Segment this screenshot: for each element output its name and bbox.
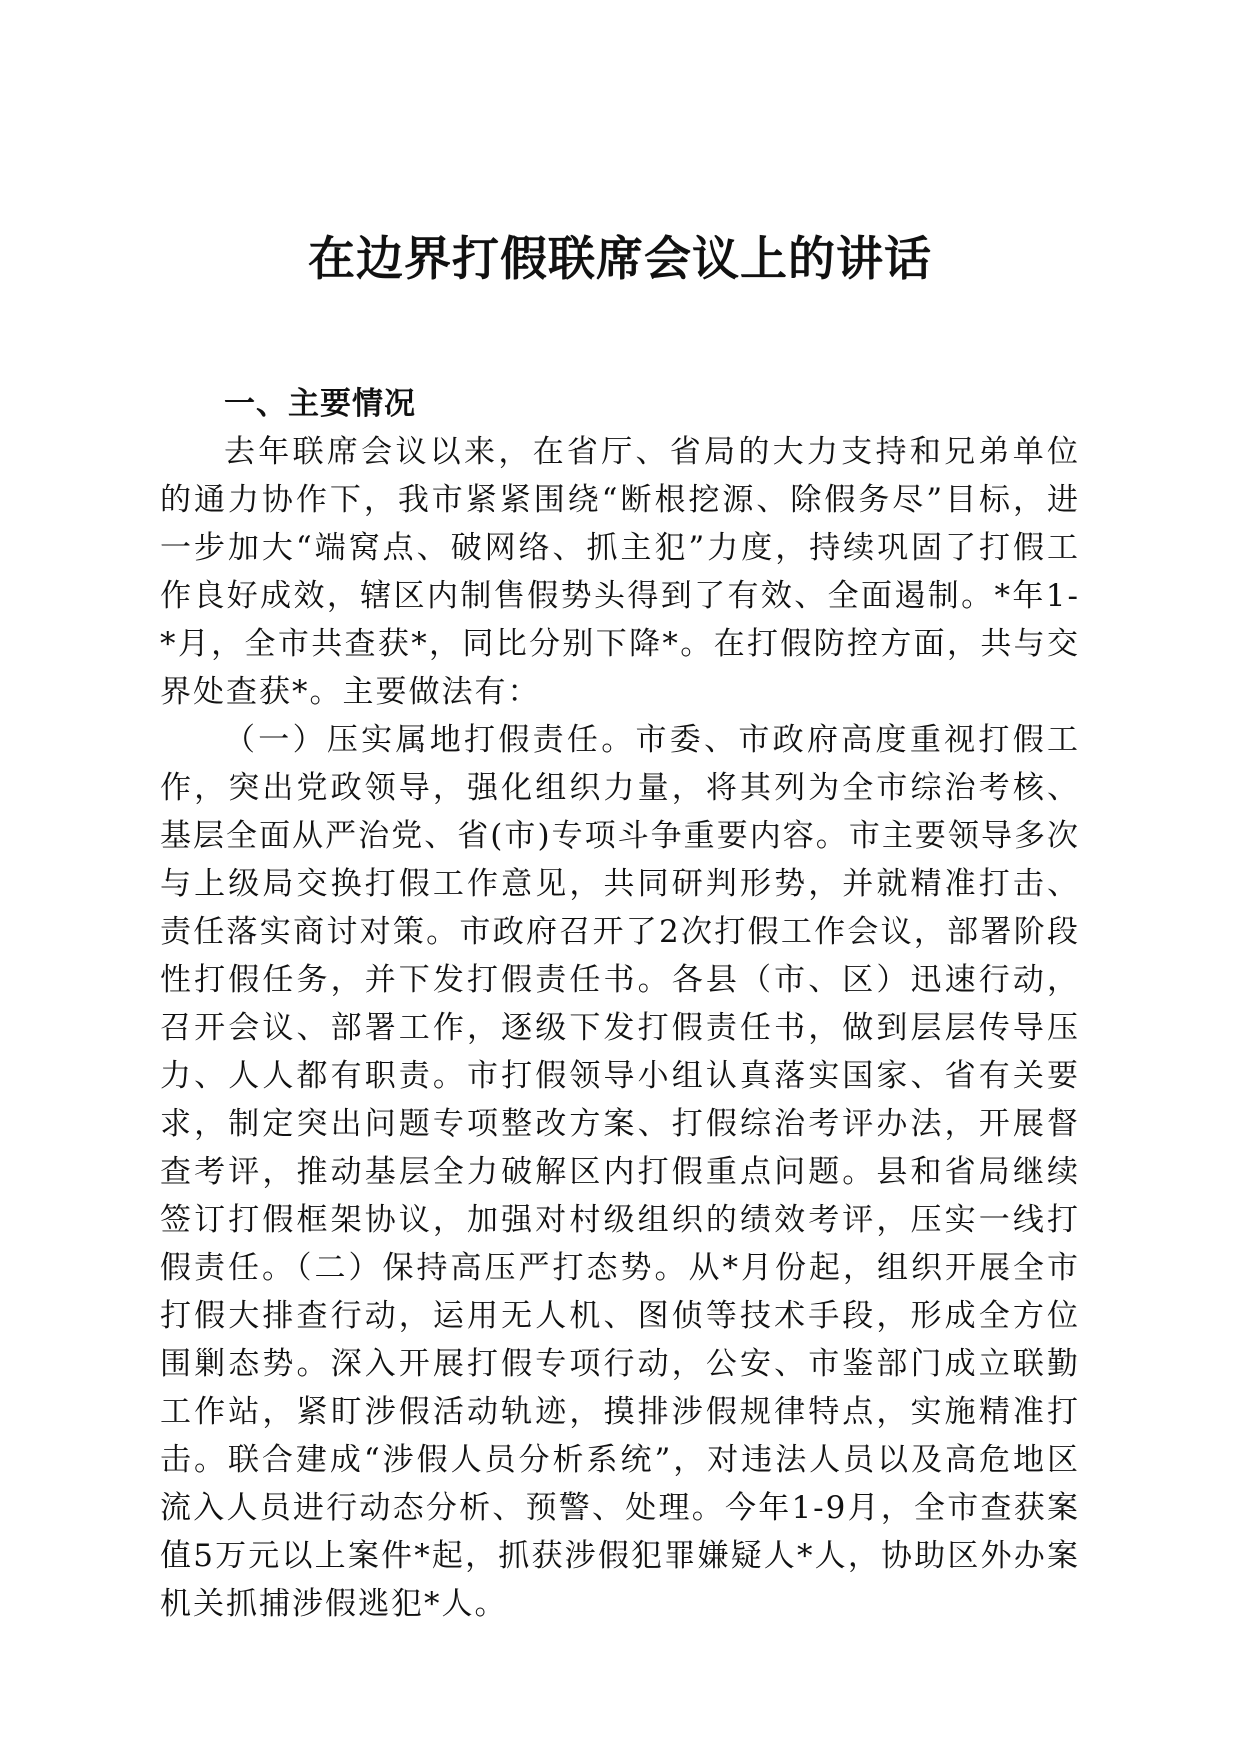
document-body <box>160 380 1080 1628</box>
paragraph-intro: 去年联席会议以来，在省厅、省局的大力支持和兄弟单位的通力协作下，我市紧紧围绕“断根挖源、除假务尽”目标，进一步加大“端窝点、破网络、抓主犯”力度，持续巩固了打假工作良好成效，辖区内制售假势头得到了有效、全面遏制。*年1-*月，全市共查获*，同比分别下降*。在打假防控方面，共与交界处查获*。主要做法有： <box>160 434 1080 710</box>
paragraph-measures: （一）压实属地打假责任。市委、市政府高度重视打假工作，突出党政领导，强化组织力量，将其列为全市综治考核、基层全面从严治党、省(市)专项斗争重要内容。市主要领导多次与上级局交换打假工作意见，共同研判形势，并就精准打击、责任落实商讨对策。市政府召开了2次打假工作会议，部署阶段性打假任务，并下发打假责任书。各县（市、区）迅速行动，召开会议、部署工作，逐级下发打假责任书，做到层层传导压力、人人都有职责。市打假领导小组认真落实国家、省有关要求，制定突出问题专项整改方案、打假综治考评办法，开展督查考评，推动基层全力破解区内打假重点问题。县和省局继续签订打假框架协议，加强对村级组织的绩效考评，压实一线打假责任。（二）保持高压严打态势。从*月份起，组织开展全市打假大排查行动，运用无人机、图侦等技术手段，形成全方位围剿态势。深入开展打假专项行动，公安、市鉴部门成立联勤工作站，紧盯涉假活动轨迹，摸排涉假规律特点，实施精准打击。联合建成“涉假人员分析系统”，对违法人员以及高危地区流入人员进行动态分析、预警、处理。今年1-9月，全市查获案值5万元以上案件*起，抓获涉假犯罪嫌疑人*人，协助区外办案机关抓捕涉假逃犯*人。 <box>160 722 1080 1622</box>
section-heading: 一、主要情况 <box>224 386 416 422</box>
document-title: 在边界打假联席会议上的讲话 <box>308 232 932 287</box>
